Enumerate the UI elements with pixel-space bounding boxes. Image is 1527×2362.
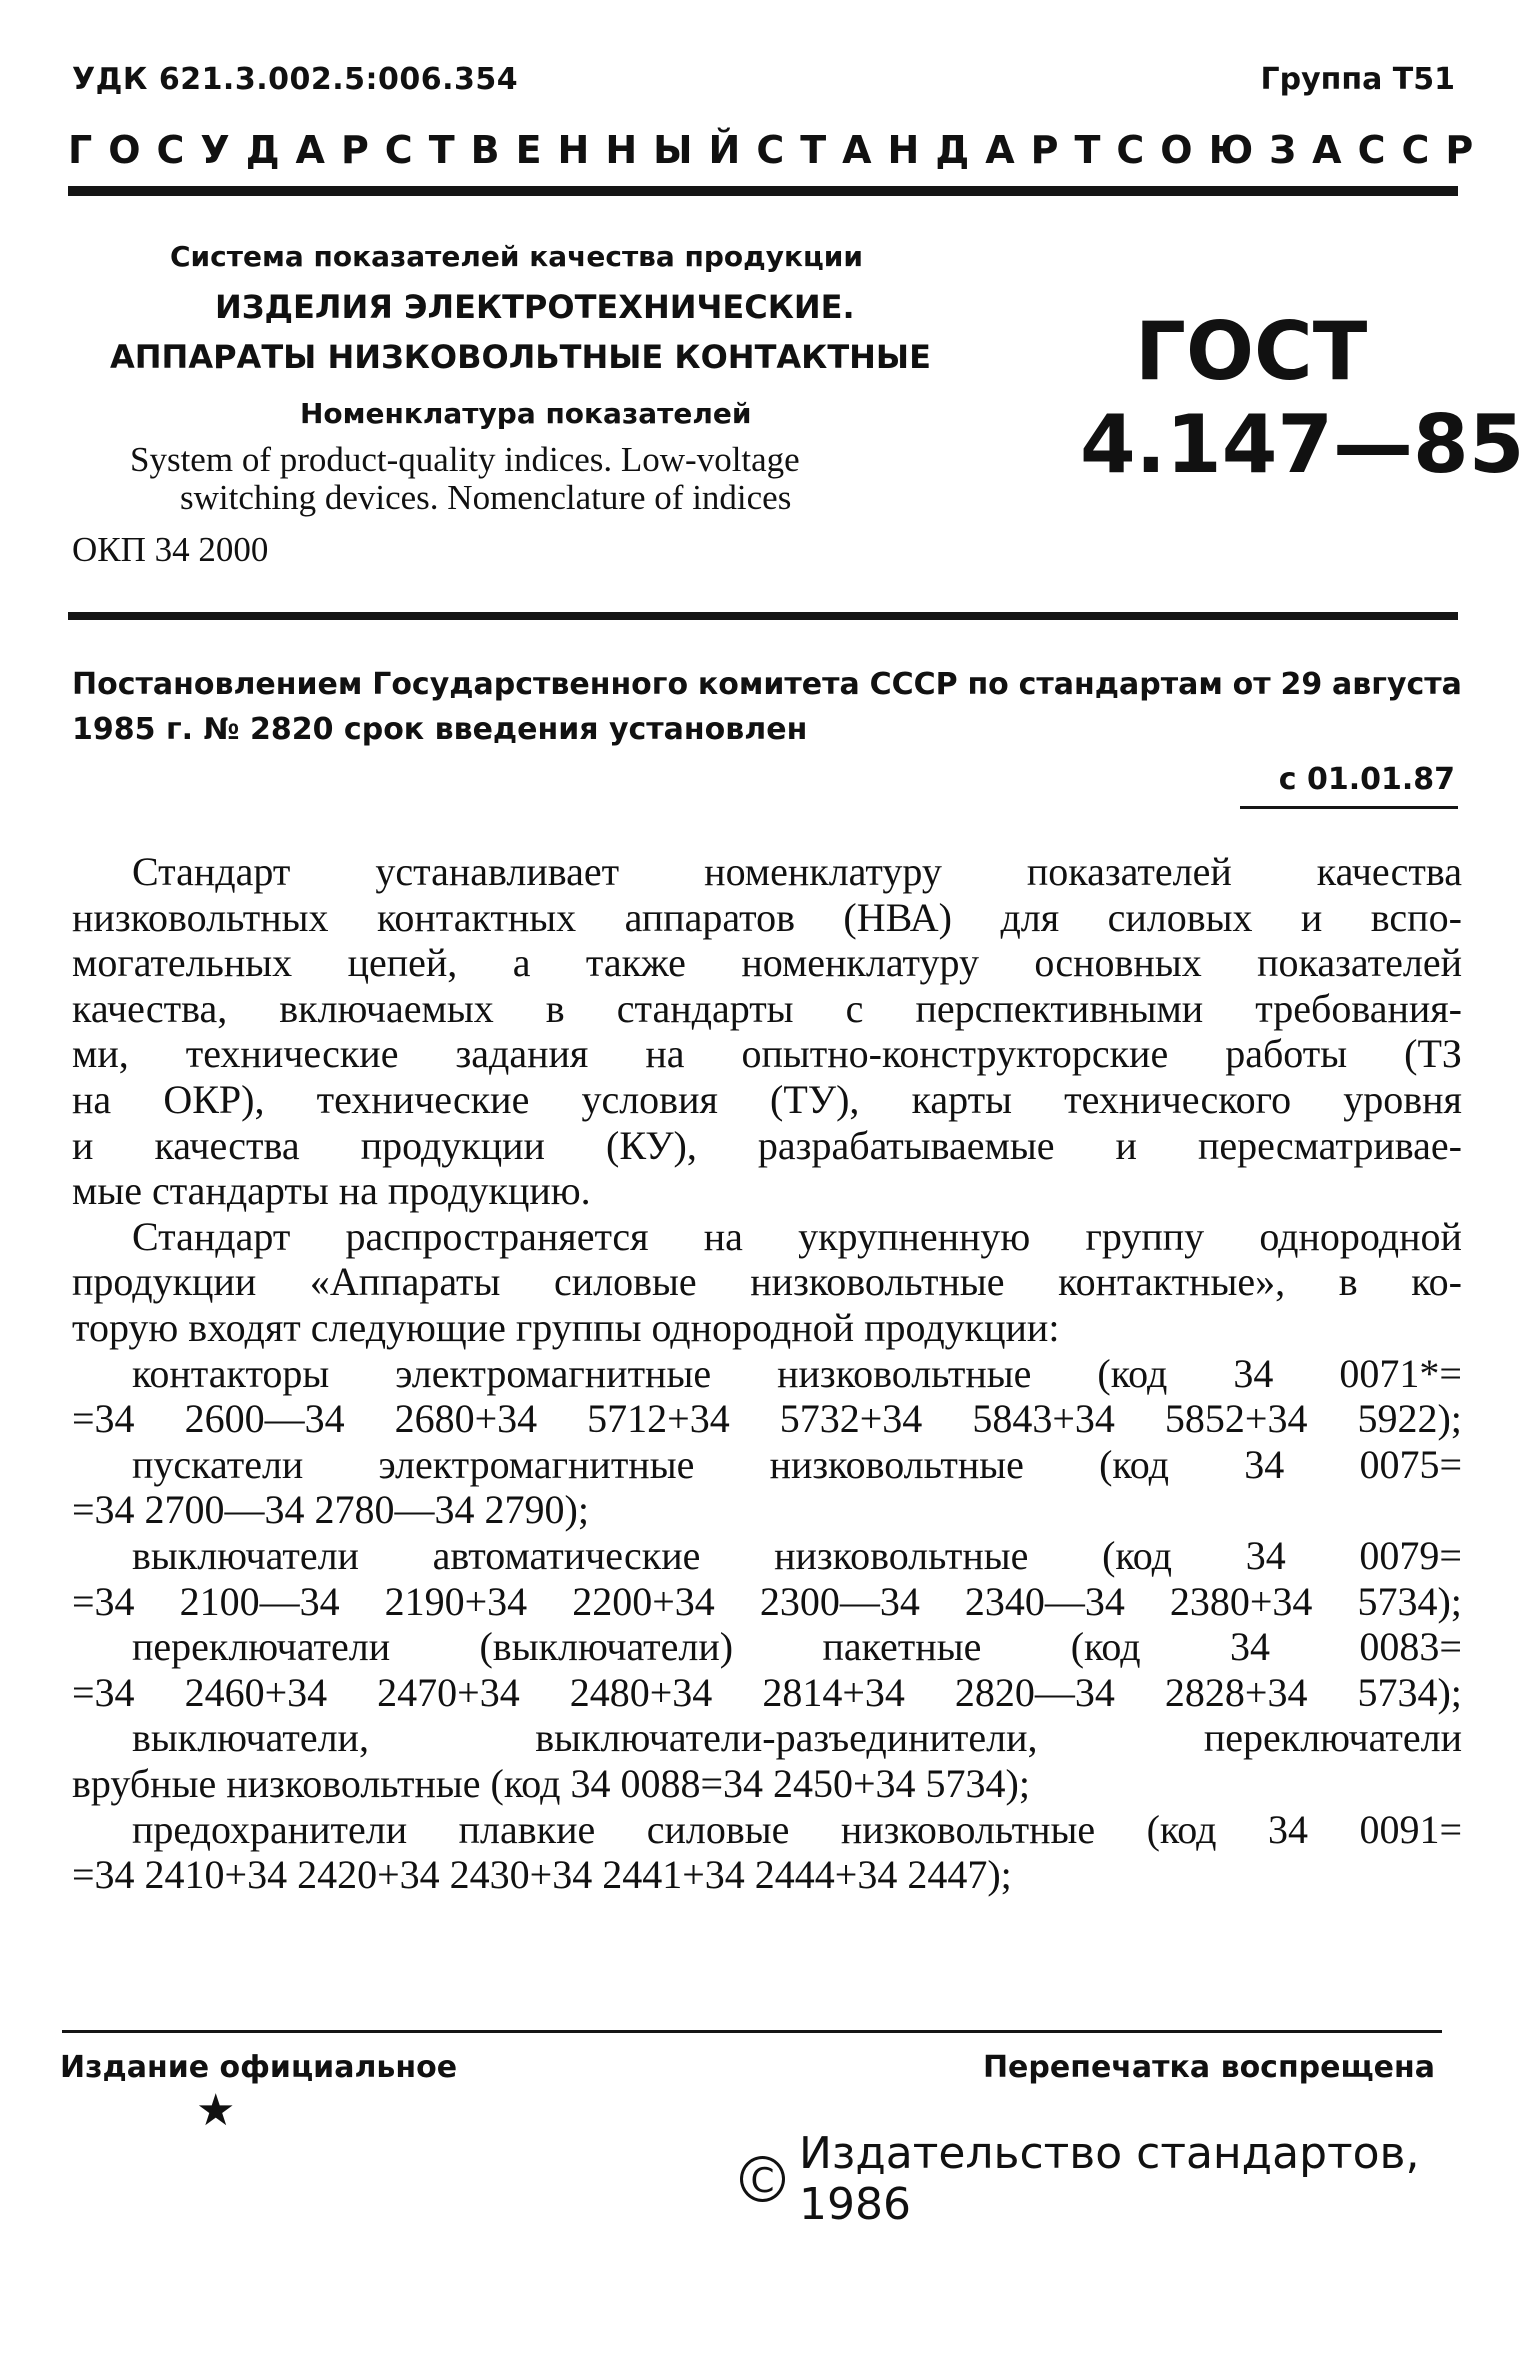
body-word: на <box>703 1213 743 1259</box>
body-word: =34 <box>72 1396 135 1442</box>
body-word: перспективными <box>915 985 1204 1031</box>
body-word: 2380+34 <box>1169 1578 1313 1624</box>
body-word: задания <box>455 1031 589 1077</box>
body-word: 5734); <box>1357 1578 1462 1624</box>
body-line <box>132 1716 1462 1760</box>
body-word: «Аппараты <box>309 1259 501 1305</box>
body-word: 5712+34 <box>587 1396 730 1442</box>
body-word: на <box>72 1077 112 1122</box>
body-word: также <box>585 940 686 986</box>
body-line <box>72 1260 1462 1304</box>
body-word: стандарты <box>616 985 794 1031</box>
body-word: 2600—34 <box>184 1396 345 1442</box>
resolution-word: СССР <box>869 667 958 702</box>
footer-rule <box>62 2030 1442 2033</box>
heading-word: СОЮЗА <box>1116 128 1358 172</box>
resolution-line-2: 1985 г. № 2820 срок введения установлен <box>72 712 808 747</box>
resolution-word: Постановлением <box>72 667 363 702</box>
body-word: продукции <box>360 1122 545 1168</box>
resolution-word: 29 <box>1280 667 1323 702</box>
body-word: качества <box>154 1122 300 1168</box>
body-line: =34 2410+34 2420+34 2430+34 2441+34 2444+34 2447); <box>72 1852 1012 1898</box>
header-rule <box>68 186 1458 196</box>
resolution-word: от <box>1232 667 1271 702</box>
resolution-word: стандартам <box>1018 667 1223 702</box>
body-line <box>72 1580 1462 1624</box>
body-word: номенклатуру <box>741 940 979 986</box>
body-word: 2100—34 <box>179 1578 340 1624</box>
body-line: торую входят следующие группы однородной продукции: <box>72 1305 1060 1350</box>
body-word: ко- <box>1411 1259 1462 1305</box>
document-title-line-1: ИЗДЕЛИЯ ЭЛЕКТРОТЕХНИЧЕСКИЕ. <box>215 288 855 326</box>
body-word: силовые <box>646 1806 790 1852</box>
body-word: включаемых <box>279 985 494 1031</box>
body-word: переключатели <box>1203 1715 1462 1761</box>
body-word: (выключатели) <box>479 1624 734 1670</box>
body-word: автоматические <box>432 1533 701 1578</box>
body-word: пакетные <box>822 1624 982 1670</box>
body-word: контактные», <box>1058 1259 1286 1305</box>
body-word: качества <box>1316 849 1462 894</box>
english-title-line-2: switching devices. Nomenclature of indices <box>180 478 792 517</box>
body-line: врубные низковольтные (код 34 0088=34 2450+34 5734); <box>72 1761 1030 1806</box>
resolution-word: комитета <box>697 667 860 702</box>
body-word: в <box>1338 1259 1358 1305</box>
body-line <box>72 1124 1462 1168</box>
body-word: а <box>512 940 531 986</box>
body-word: 2680+34 <box>394 1396 538 1442</box>
body-line <box>132 1625 1462 1669</box>
body-word: 0075= <box>1359 1441 1462 1487</box>
publisher: Издательство стандартов, 1986 <box>799 2128 1420 2230</box>
body-word: ОКР), <box>163 1077 265 1122</box>
body-word: (ТУ), <box>770 1077 860 1122</box>
body-word: требования- <box>1255 985 1462 1031</box>
title-rule <box>68 612 1458 620</box>
star-icon: ★ <box>196 2086 236 2135</box>
body-word: 0071*= <box>1339 1350 1462 1396</box>
body-word: цепей, <box>347 940 458 986</box>
body-word: электромагнитные <box>395 1350 712 1396</box>
body-word: 34 <box>1244 1441 1285 1487</box>
body-word: 2200+34 <box>572 1578 715 1624</box>
body-word: пускатели <box>132 1441 304 1487</box>
body-word: опытно-конструкторские <box>741 1031 1169 1077</box>
body-word: (код <box>1097 1350 1168 1396</box>
resolution-word: августа <box>1332 667 1462 702</box>
body-word: 2480+34 <box>569 1669 713 1715</box>
body-word: 5843+34 <box>972 1396 1115 1442</box>
body-word: низковольтные <box>777 1350 1032 1396</box>
body-word: 2820—34 <box>954 1669 1115 1715</box>
body-word: технические <box>316 1077 530 1122</box>
body-word: 2340—34 <box>964 1578 1125 1624</box>
body-word: (код <box>1102 1533 1172 1578</box>
body-word: однородной <box>1259 1213 1462 1259</box>
body-line <box>132 1215 1462 1259</box>
body-line <box>72 1671 1462 1715</box>
system-title: Система показателей качества продукции <box>170 240 864 273</box>
body-word: группу <box>1085 1213 1205 1259</box>
body-word: показателей <box>1257 940 1462 986</box>
body-line <box>72 1032 1462 1076</box>
body-word: для <box>1000 894 1060 940</box>
body-word: в <box>545 985 565 1031</box>
body-line <box>72 941 1462 985</box>
body-word: с <box>845 985 864 1031</box>
body-word: Стандарт <box>132 849 291 894</box>
body-word: аппаратов <box>624 894 795 940</box>
body-line: мые стандарты на продукцию. <box>72 1168 591 1214</box>
heading-word: СТАНДАРТ <box>756 128 1117 172</box>
body-word: технические <box>185 1031 399 1077</box>
body-line <box>132 1352 1462 1396</box>
body-line: =34 2700—34 2780—34 2790); <box>72 1487 589 1533</box>
body-word: 2470+34 <box>377 1669 520 1715</box>
body-line <box>132 850 1462 894</box>
body-word: основных <box>1034 940 1202 986</box>
body-word: технического <box>1064 1077 1292 1122</box>
body-word: 5852+34 <box>1164 1396 1308 1442</box>
body-word: переключатели <box>132 1624 391 1670</box>
body-word: продукции <box>72 1259 257 1305</box>
body-line <box>72 987 1462 1031</box>
body-word: =34 <box>72 1578 135 1624</box>
body-word: 34 <box>1245 1533 1286 1578</box>
gost-label: ГОСТ <box>1135 305 1368 398</box>
body-line <box>132 1534 1462 1578</box>
body-word: карты <box>911 1077 1012 1122</box>
resolution-word: Государственного <box>372 667 689 702</box>
body-word: устанавливает <box>375 849 620 894</box>
body-line <box>132 1443 1462 1487</box>
body-word: уровня <box>1343 1077 1462 1122</box>
body-word: 2460+34 <box>184 1669 328 1715</box>
body-word: низковольтные <box>840 1806 1096 1852</box>
body-word: плавкие <box>458 1806 596 1852</box>
body-word: (код <box>1146 1806 1217 1852</box>
english-title-line-1: System of product-quality indices. Low-voltage <box>130 440 800 479</box>
publisher-line <box>740 2128 1527 2230</box>
body-word: предохранители <box>132 1806 408 1852</box>
resolution-line-1 <box>72 667 1462 702</box>
body-word: 5734); <box>1357 1669 1462 1715</box>
body-word: силовых <box>1107 894 1253 940</box>
body-word: работы <box>1225 1031 1348 1077</box>
body-word: 34 <box>1267 1806 1308 1852</box>
body-word: выключатели-разъединители, <box>535 1715 1038 1761</box>
body-word: укрупненную <box>798 1213 1031 1259</box>
group-code: Группа Т51 <box>1260 62 1455 97</box>
effective-date: с 01.01.87 <box>1278 762 1455 797</box>
body-word: 0079= <box>1359 1533 1462 1578</box>
body-word: вспо- <box>1370 894 1462 940</box>
body-word: низковольтных <box>72 894 329 940</box>
body-word: 0091= <box>1359 1806 1462 1852</box>
body-line <box>72 1397 1462 1441</box>
body-word: контакторы <box>132 1350 330 1396</box>
date-underline <box>1240 806 1458 809</box>
body-line <box>72 1078 1462 1122</box>
body-word: =34 <box>72 1669 135 1715</box>
body-word: 0083= <box>1359 1624 1462 1670</box>
official-edition: Издание официальное <box>60 2050 458 2085</box>
body-word: 34 <box>1230 1624 1270 1670</box>
body-word: низковольтные <box>769 1441 1024 1487</box>
body-word: (НВА) <box>843 894 952 940</box>
heading-word: ССР <box>1357 128 1490 172</box>
body-word: 5732+34 <box>779 1396 923 1442</box>
resolution-word: по <box>967 667 1009 702</box>
body-word: номенклатуру <box>704 849 942 894</box>
body-word: (код <box>1070 1624 1141 1670</box>
gost-number: 4.147—85 <box>1080 398 1525 491</box>
body-word: 34 <box>1233 1350 1274 1396</box>
copyright-icon: C <box>740 2156 785 2202</box>
state-standard-heading <box>68 128 1490 172</box>
body-word: Стандарт <box>132 1213 291 1259</box>
body-word: 2828+34 <box>1164 1669 1308 1715</box>
body-word: электромагнитные <box>378 1441 695 1487</box>
body-word: (код <box>1099 1441 1169 1487</box>
body-word: и <box>1300 894 1323 940</box>
body-word: показателей <box>1026 849 1232 894</box>
body-word: низковольтные <box>750 1259 1005 1305</box>
body-word: выключатели, <box>132 1715 369 1761</box>
body-word: условия <box>581 1077 718 1122</box>
heading-word: ГОСУДАРСТВЕННЫЙ <box>68 128 757 172</box>
body-line <box>72 896 1462 940</box>
udk-code: УДК 621.3.002.5:006.354 <box>72 62 519 97</box>
document-title-line-2: АППАРАТЫ НИЗКОВОЛЬТНЫЕ КОНТАКТНЫЕ <box>110 338 931 376</box>
body-word: контактных <box>376 894 577 940</box>
okp-code: ОКП 34 2000 <box>72 530 269 569</box>
body-word: и <box>72 1122 94 1168</box>
body-word: качества, <box>72 985 228 1031</box>
body-word: распространяется <box>345 1213 649 1259</box>
reprint-prohibited: Перепечатка воспрещена <box>982 2050 1435 2085</box>
body-word: (КУ), <box>606 1122 697 1168</box>
body-word: 2190+34 <box>384 1578 528 1624</box>
body-word: выключатели <box>132 1533 359 1578</box>
body-word: (ТЗ <box>1404 1031 1462 1077</box>
body-word: 2814+34 <box>762 1669 905 1715</box>
body-word: на <box>645 1031 685 1077</box>
body-word: и <box>1115 1122 1137 1168</box>
body-line <box>132 1808 1462 1852</box>
subtitle: Номенклатура показателей <box>300 397 752 430</box>
body-word: силовые <box>554 1259 697 1305</box>
body-word: пересматривае- <box>1197 1122 1462 1168</box>
body-word: низковольтные <box>774 1533 1029 1578</box>
body-word: ми, <box>72 1031 129 1077</box>
body-word: 2300—34 <box>759 1578 920 1624</box>
body-word: 5922); <box>1357 1396 1462 1442</box>
body-word: разрабатываемые <box>757 1122 1055 1168</box>
body-word: могательных <box>72 940 293 986</box>
